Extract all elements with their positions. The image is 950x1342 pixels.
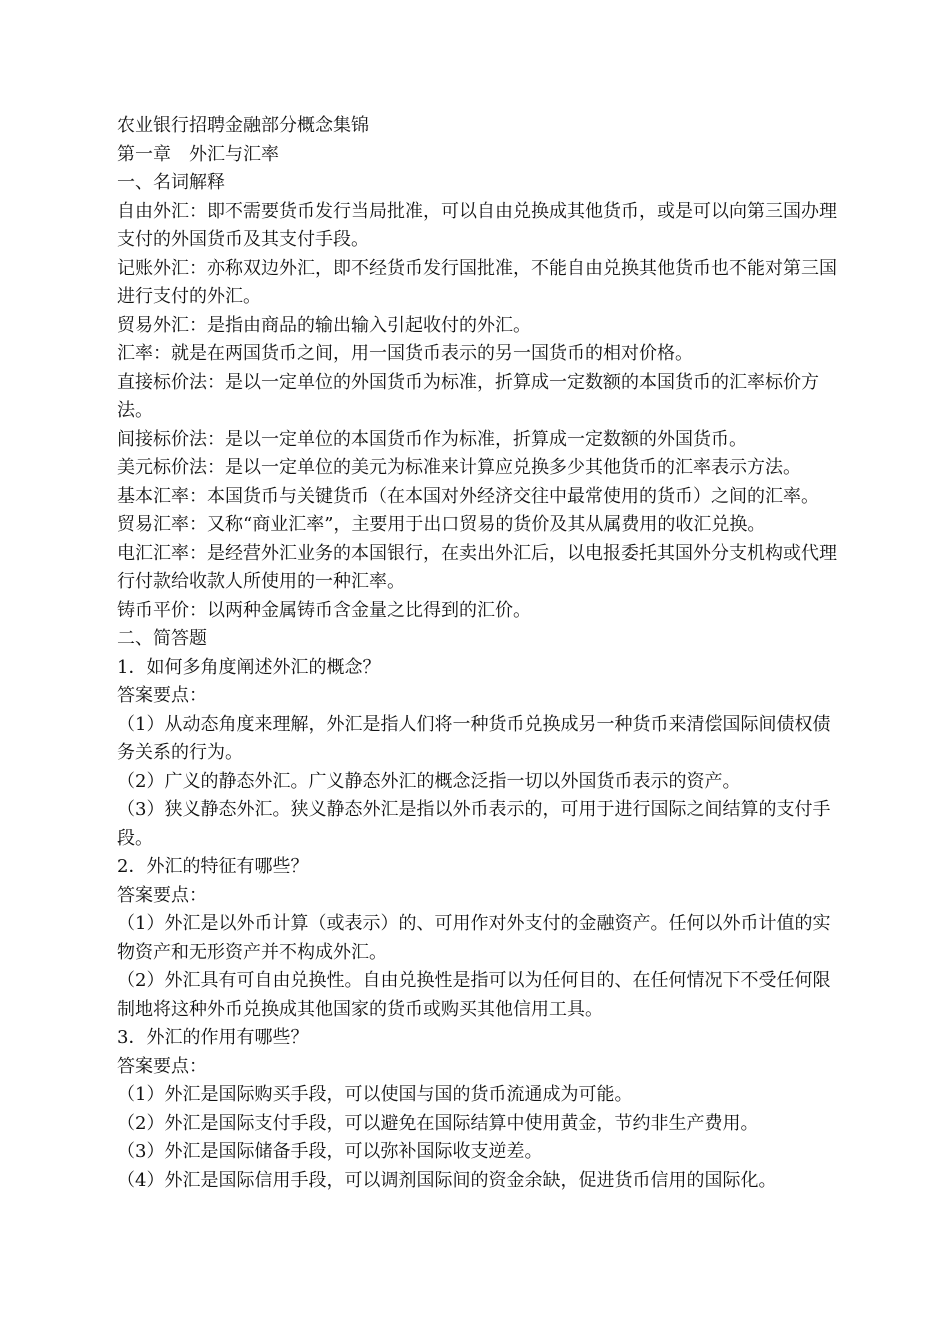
definition-clearing-fx: 记账外汇：亦称双边外汇，即不经货币发行国批准，不能自由兑换其他货币也不能对第三国进行支付的外汇。 bbox=[117, 257, 837, 307]
answer-point: （1）外汇是国际购买手段，可以使国与国的货币流通成为可能。 bbox=[117, 1084, 633, 1105]
document-body bbox=[117, 112, 842, 1195]
section-heading-questions: 二、简答题 bbox=[117, 628, 207, 649]
answer-point: （3）外汇是国际储备手段，可以弥补国际收支逆差。 bbox=[117, 1141, 543, 1162]
answer-point: （3）狭义静态外汇。狭义静态外汇是指以外币表示的，可用于进行国际之间结算的支付手段。 bbox=[117, 799, 831, 849]
answer-point: （2）外汇是国际支付手段，可以避免在国际结算中使用黄金，节约非生产费用。 bbox=[117, 1112, 759, 1134]
definition-mint-parity: 铸币平价：以两种金属铸币含金量之比得到的汇价。 bbox=[117, 599, 531, 621]
answer-label-1: 答案要点： bbox=[117, 685, 207, 706]
definition-trade-fx: 贸易外汇：是指由商品的输出输入引起收付的外汇。 bbox=[117, 314, 531, 336]
definition-direct-quotation: 直接标价法：是以一定单位的外国货币为标准，折算成一定数额的本国货币的汇率标价方法。 bbox=[117, 371, 819, 421]
definition-dollar-quotation: 美元标价法：是以一定单位的美元为标准来计算应兑换多少其他货币的汇率表示方法。 bbox=[117, 457, 801, 478]
answer-point: （4）外汇是国际信用手段，可以调剂国际间的资金余缺，促进货币信用的国际化。 bbox=[117, 1169, 777, 1191]
question-2: 2．外汇的特征有哪些？ bbox=[117, 856, 309, 877]
answer-point: （2）广义的静态外汇。广义静态外汇的概念泛指一切以外国货币表示的资产。 bbox=[117, 770, 741, 792]
answer-point: （1）外汇是以外币计算（或表示）的、可用作对外支付的金融资产。任何以外币计值的实物资产和无形资产并不构成外汇。 bbox=[117, 913, 831, 963]
answer-point: （2）外汇具有可自由兑换性。自由兑换性是指可以为任何目的、在任何情况下不受任何限制地将这种外币兑换成其他国家的货币或购买其他信用工具。 bbox=[117, 970, 831, 1020]
document-title: 农业银行招聘金融部分概念集锦 bbox=[117, 115, 369, 136]
definition-free-fx: 自由外汇：即不需要货币发行当局批准，可以自由兑换成其他货币，或是可以向第三国办理支付的外国货币及其支付手段。 bbox=[117, 200, 837, 250]
definition-exchange-rate: 汇率：就是在两国货币之间，用一国货币表示的另一国货币的相对价格。 bbox=[117, 343, 693, 364]
section-heading-terms: 一、名词解释 bbox=[117, 172, 225, 193]
definition-indirect-quotation: 间接标价法：是以一定单位的本国货币作为标准，折算成一定数额的外国货币。 bbox=[117, 428, 747, 450]
question-1: 1．如何多角度阐述外汇的概念？ bbox=[117, 656, 381, 678]
chapter-heading: 第一章 外汇与汇率 bbox=[117, 143, 279, 165]
answer-label-2: 答案要点： bbox=[117, 884, 207, 906]
definition-telegraphic-rate: 电汇汇率：是经营外汇业务的本国银行，在卖出外汇后，以电报委托其国外分支机构或代理行付款给收款人所使用的一种汇率。 bbox=[117, 542, 837, 592]
question-3: 3．外汇的作用有哪些？ bbox=[117, 1027, 309, 1048]
definition-trade-rate: 贸易汇率：又称“商业汇率”，主要用于出口贸易的货价及其从属费用的收汇兑换。 bbox=[117, 514, 766, 535]
definition-basic-rate: 基本汇率：本国货币与关键货币（在本国对外经济交往中最常使用的货币）之间的汇率。 bbox=[117, 485, 819, 507]
answer-label-3: 答案要点： bbox=[117, 1055, 207, 1077]
answer-point: （1）从动态角度来理解，外汇是指人们将一种货币兑换成另一种货币来清偿国际间债权债务关系的行为。 bbox=[117, 713, 831, 763]
